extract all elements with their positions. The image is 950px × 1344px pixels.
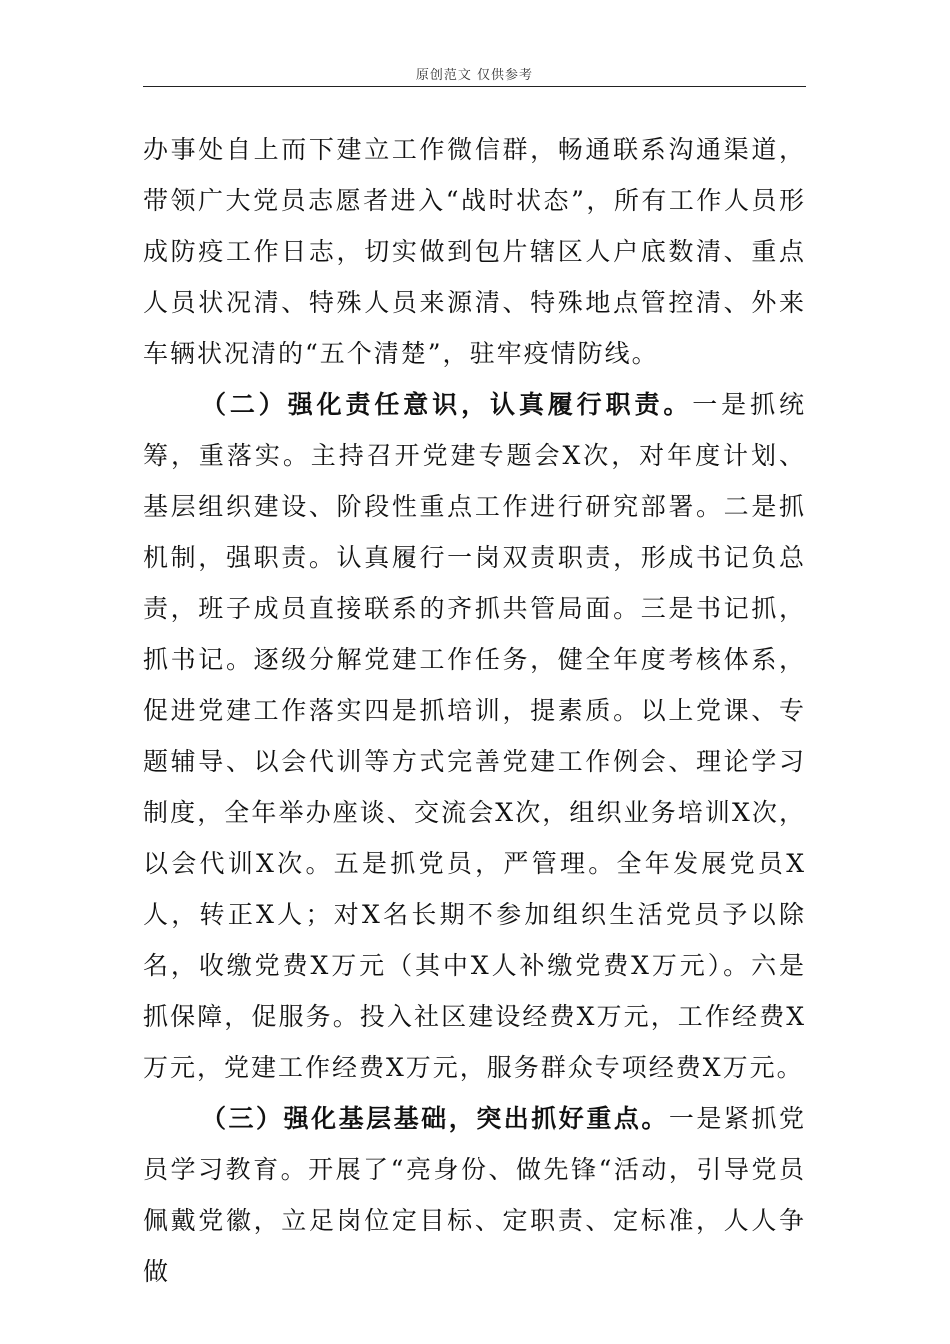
paragraph-text: 办事处自上而下建立工作微信群，畅通联系沟通渠道，带领广大党员志愿者进入“战时状态”，所有工作人员形成防疫工作日志，切实做到包片辖区人户底数清、重点人员状况清、特殊人员来源清、特殊地点管控清、外来车辆状况清的“五个清楚”，驻牢疫情防线。 [143,135,806,368]
paragraph-continuation [143,124,806,379]
page-header [143,64,806,87]
section-heading-two: （二）强化责任意识，认真履行职责。 [201,390,693,419]
header-text: 原创范文 仅供参考 [415,68,534,83]
paragraph-section-two [143,379,806,1093]
paragraph-section-three [143,1093,806,1297]
paragraph-text: 一是紧抓党员学习教育。开展了“亮身份、做先锋“活动，引导党员佩戴党徽，立足岗位定目标、定职责、定标准，人人争做 [143,1104,806,1286]
document-body [143,124,806,1297]
section-heading-three: （三）强化基层基础，突出抓好重点。 [201,1104,669,1133]
paragraph-text: 一是抓统筹，重落实。主持召开党建专题会X次，对年度计划、基层组织建设、阶段性重点工作进行研究部署。二是抓机制，强职责。认真履行一岗双责职责，形成书记负总责，班子成员直接联系的齐抓共管局面。三是书记抓，抓书记。逐级分解党建工作任务，健全年度考核体系，促进党建工作落实四是抓培训，提素质。以上党课、专题辅导、以会代训等方式完善党建工作例会、理论学习制度，全年举办座谈、交流会X次，组织业务培训X次，以会代训X次。五是抓党员，严管理。全年发展党员X人，转正X人；对X名长期不参加组织生活党员予以除名，收缴党费X万元（其中X人补缴党费X万元）。六是抓保障，促服务。投入社区建设经费X万元，工作经费X万元，党建工作经费X万元，服务群众专项经费X万元。 [143,390,806,1082]
